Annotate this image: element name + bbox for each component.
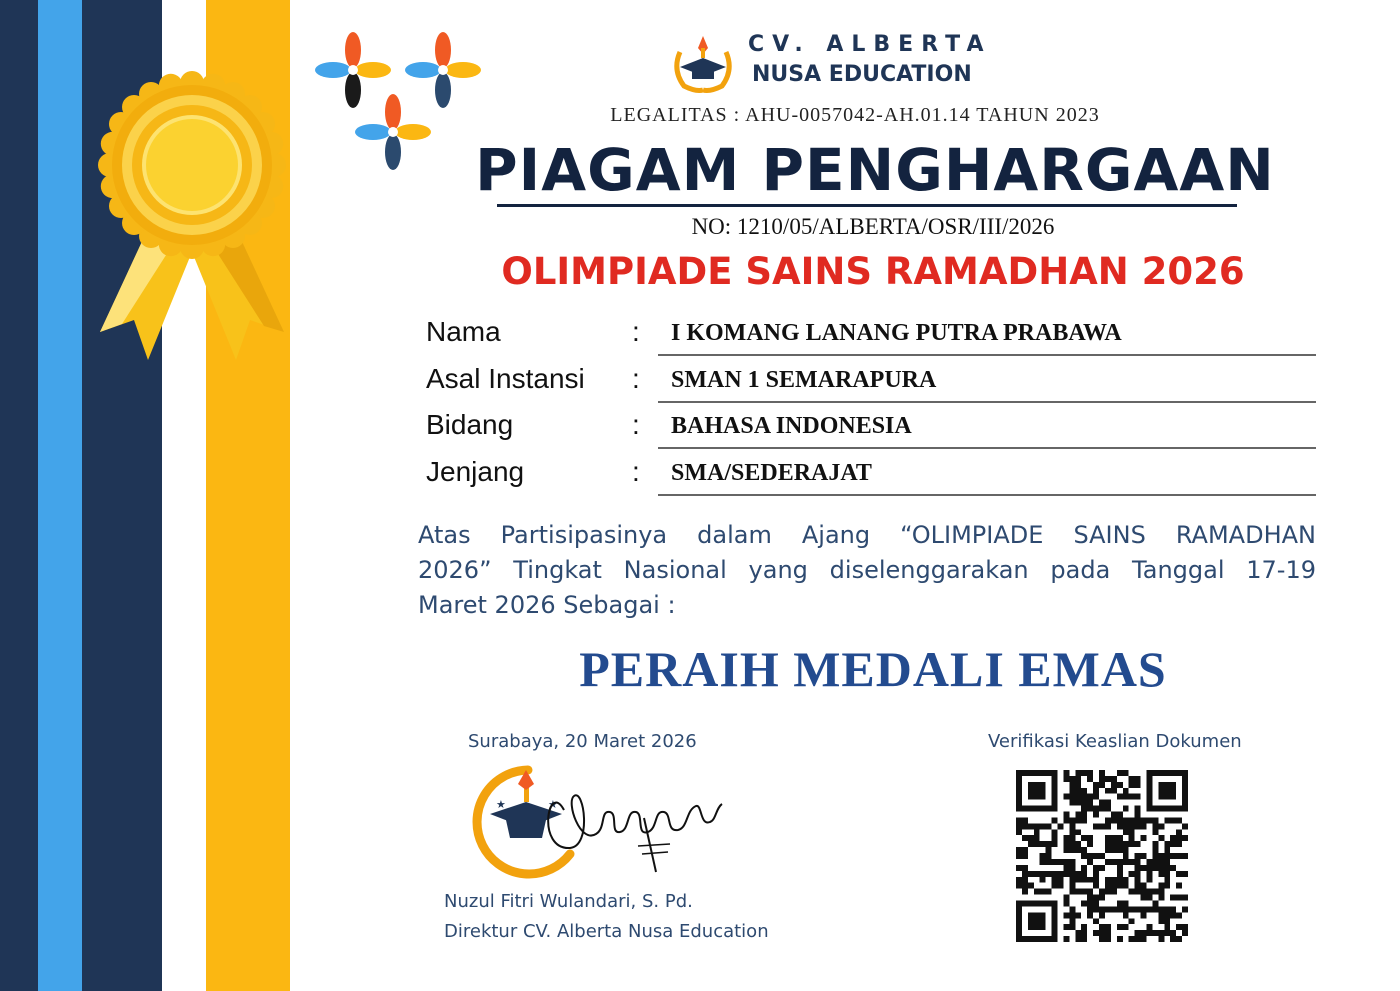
- field-label: Bidang: [426, 409, 514, 440]
- field-asal-instansi: [426, 363, 1318, 409]
- signer-name: Nuzul Fitri Wulandari, S. Pd.: [444, 891, 693, 912]
- field-label: Asal Instansi: [426, 363, 585, 394]
- field-colon: :: [632, 363, 640, 394]
- description-line-3: Maret 2026 Sebagai :: [418, 591, 676, 619]
- field-underline: [658, 447, 1316, 449]
- description-line-2: 2026” Tingkat Nasional yang diselenggarakan pada Tanggal 17-19: [418, 556, 1316, 584]
- field-colon: :: [632, 316, 640, 347]
- place-date: Surabaya, 20 Maret 2026: [468, 731, 697, 752]
- field-value: I KOMANG LANANG PUTRA PRABAWA: [671, 320, 1122, 346]
- certificate-title: PIAGAM PENGHARGAAN: [475, 136, 1275, 204]
- field-nama: [426, 316, 1318, 362]
- title-underline: [497, 204, 1237, 207]
- certificate-number: NO: 1210/05/ALBERTA/OSR/III/2026: [691, 214, 1055, 239]
- participation-description: [418, 518, 1316, 623]
- description-line-1: Atas Partisipasinya dalam Ajang “OLIMPIADE SAINS RAMADHAN: [418, 521, 1316, 549]
- logo-text-line2: NUSA EDUCATION: [752, 62, 972, 87]
- company-logo: [668, 30, 998, 94]
- signer-title: Direktur CV. Alberta Nusa Education: [444, 921, 769, 942]
- field-label: Jenjang: [426, 456, 525, 487]
- field-jenjang: [426, 456, 1318, 502]
- field-underline: [658, 401, 1316, 403]
- award-title: PERAIH MEDALI EMAS: [579, 641, 1167, 697]
- graduation-cap-laurel-icon: [668, 30, 738, 94]
- field-bidang: [426, 409, 1318, 455]
- field-label: Nama: [426, 316, 501, 347]
- field-underline: [658, 354, 1316, 356]
- field-colon: :: [632, 409, 640, 440]
- event-title: OLIMPIADE SAINS RAMADHAN 2026: [501, 250, 1245, 293]
- field-underline: [658, 494, 1316, 496]
- legal-registration: LEGALITAS : AHU-0057042-AH.01.14 TAHUN 2023: [610, 104, 1100, 126]
- handwritten-signature: [540, 770, 730, 880]
- svg-text:★: ★: [496, 798, 506, 811]
- stripe-navy-1: [0, 0, 38, 991]
- qr-code-icon[interactable]: [1016, 770, 1188, 942]
- svg-text:★: ★: [548, 798, 558, 811]
- field-value: BAHASA INDONESIA: [671, 413, 912, 439]
- field-colon: :: [632, 456, 640, 487]
- gold-medal-ribbon-icon: [92, 70, 292, 360]
- logo-text-line1: CV. ALBERTA: [748, 32, 992, 57]
- field-value: SMAN 1 SEMARAPURA: [671, 367, 937, 393]
- stripe-light-blue: [38, 0, 82, 991]
- field-value: SMA/SEDERAJAT: [671, 460, 872, 486]
- verification-label: Verifikasi Keaslian Dokumen: [988, 731, 1242, 752]
